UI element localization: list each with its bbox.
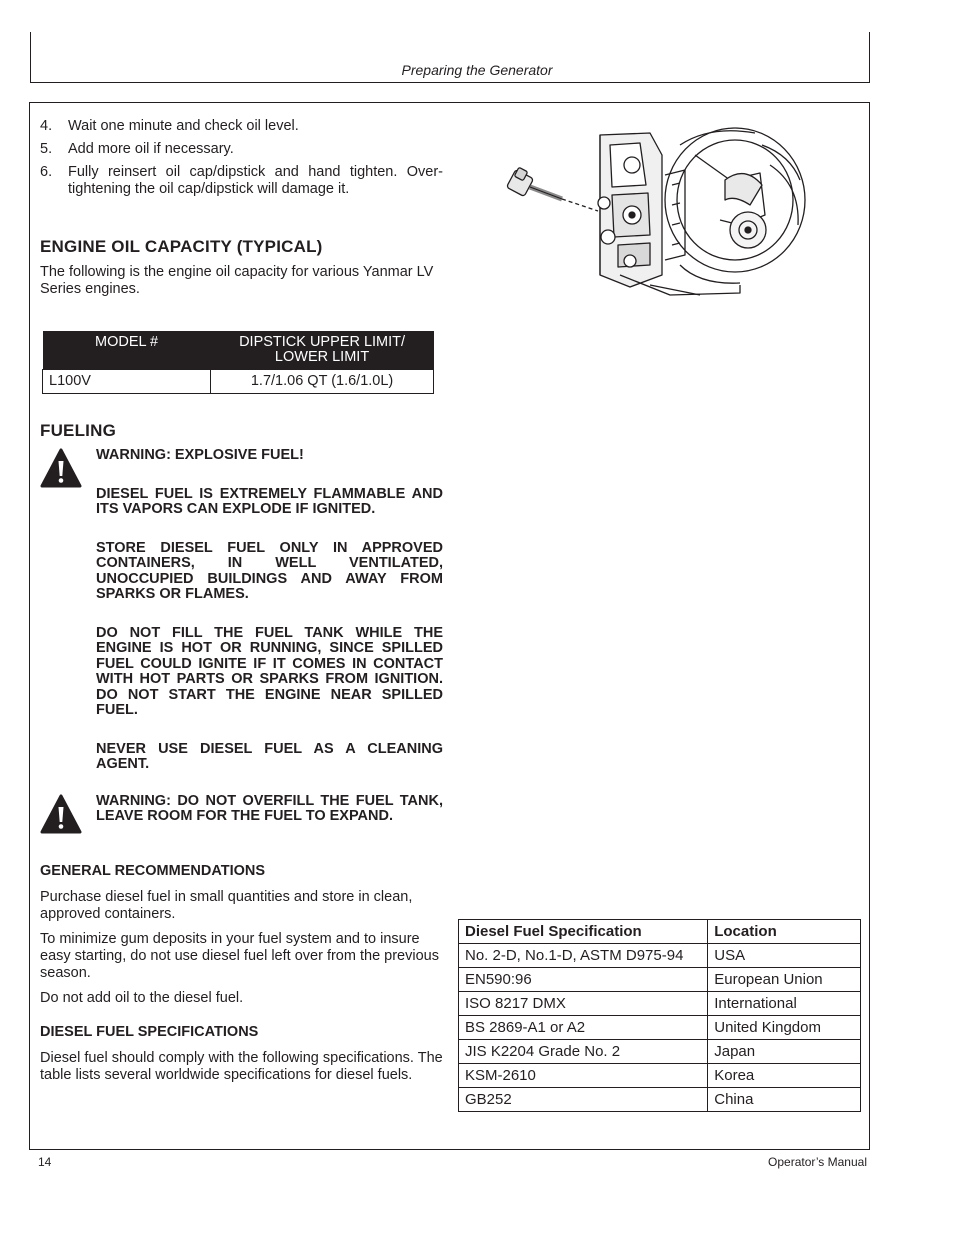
paragraph: To minimize gum deposits in your fuel system and to insure easy starting, do not use diesel fuel left over from the previous season.	[40, 930, 439, 981]
general-recommendations-heading: GENERAL RECOMMENDATIONS	[40, 862, 266, 879]
warning-triangle-icon	[40, 448, 96, 796]
warning-triangle-icon	[40, 794, 96, 839]
table-row: GB252 China	[459, 1088, 861, 1112]
page-header-title: Preparing the Generator	[401, 62, 553, 78]
warning-text: WARNING: EXPLOSIVE FUEL! DIESEL FUEL IS EXTREMELY FLAMMABLE AND ITS VAPORS CAN EXPLODE IF IGNITED. STORE DIESEL FUEL ONLY IN APPROVED CONTAINERS, IN WELL VENTILATED, UNOCCUPIED BUILDINGS AND AWAY FROM SPARKS OR FLAMES. DO NOT FILL THE FUEL TANK WHILE THE ENGINE IS HOT OR RUNNING, SINCE SPILLED FUEL COULD IGNITE IF IT COMES IN CONTACT WITH HOT PARTS OR SPARKS FROM IGNITION. DO NOT START THE ENGINE NEAR SPILLED FUEL. NEVER USE DIESEL FUEL AS A CLEANING AGENT.	[96, 447, 443, 772]
column-header: DIPSTICK UPPER LIMIT/ LOWER LIMIT	[211, 331, 434, 370]
oil-capacity-intro: The following is the engine oil capacity for various Yanmar LV Series engines.	[40, 264, 434, 297]
left-column	[40, 118, 443, 1084]
table-header-row	[459, 920, 861, 944]
diesel-spec-intro: Diesel fuel should comply with the following specifications. The table lists several worldwide specifications for diesel fuels.	[40, 1049, 443, 1083]
warning-text: WARNING: DO NOT OVERFILL THE FUEL TANK, LEAVE ROOM FOR THE FUEL TO EXPAND.	[96, 792, 443, 824]
column-header: Diesel Fuel Specification	[459, 920, 708, 944]
table-row: No. 2-D, No.1-D, ASTM D975-94 USA	[459, 944, 861, 968]
warning-explosive-fuel	[40, 448, 443, 796]
footer-manual-title: Operator’s Manual	[768, 1155, 867, 1169]
diesel-spec-heading: DIESEL FUEL SPECIFICATIONS	[40, 1023, 259, 1040]
table-cell: L100V	[43, 370, 211, 394]
oil-capacity-heading: ENGINE OIL CAPACITY (TYPICAL)	[40, 237, 323, 256]
oil-capacity-table	[42, 331, 434, 394]
table-row: ISO 8217 DMX International	[459, 992, 861, 1016]
list-item: 5. Add more oil if necessary.	[40, 141, 234, 157]
step-list	[40, 118, 443, 198]
paragraph: Purchase diesel fuel in small quantities and store in clean, approved containers.	[40, 888, 413, 922]
diesel-spec-table	[458, 919, 861, 1112]
table-row: EN590:96 European Union	[459, 968, 861, 992]
table-row: BS 2869-A1 or A2 United Kingdom	[459, 1016, 861, 1040]
column-header: MODEL #	[43, 331, 211, 370]
fueling-heading: FUELING	[40, 421, 117, 440]
table-row: KSM-2610 Korea	[459, 1064, 861, 1088]
page-number: 14	[38, 1155, 52, 1169]
table-row	[43, 370, 434, 394]
table-cell: 1.7/1.06 QT (1.6/1.0L)	[211, 370, 434, 394]
table-row: JIS K2204 Grade No. 2 Japan	[459, 1040, 861, 1064]
warning-overfill	[40, 794, 443, 839]
list-item: 6. Fully reinsert oil cap/dipstick and hand tighten. Over-tightening the oil cap/dipstick will damage it.	[40, 164, 443, 197]
list-item: 4. Wait one minute and check oil level.	[40, 118, 299, 134]
paragraph: Do not add oil to the diesel fuel.	[40, 989, 244, 1006]
column-header: Location	[708, 920, 861, 944]
engine-dipstick-illustration	[500, 125, 810, 300]
table-header-row	[43, 331, 434, 370]
